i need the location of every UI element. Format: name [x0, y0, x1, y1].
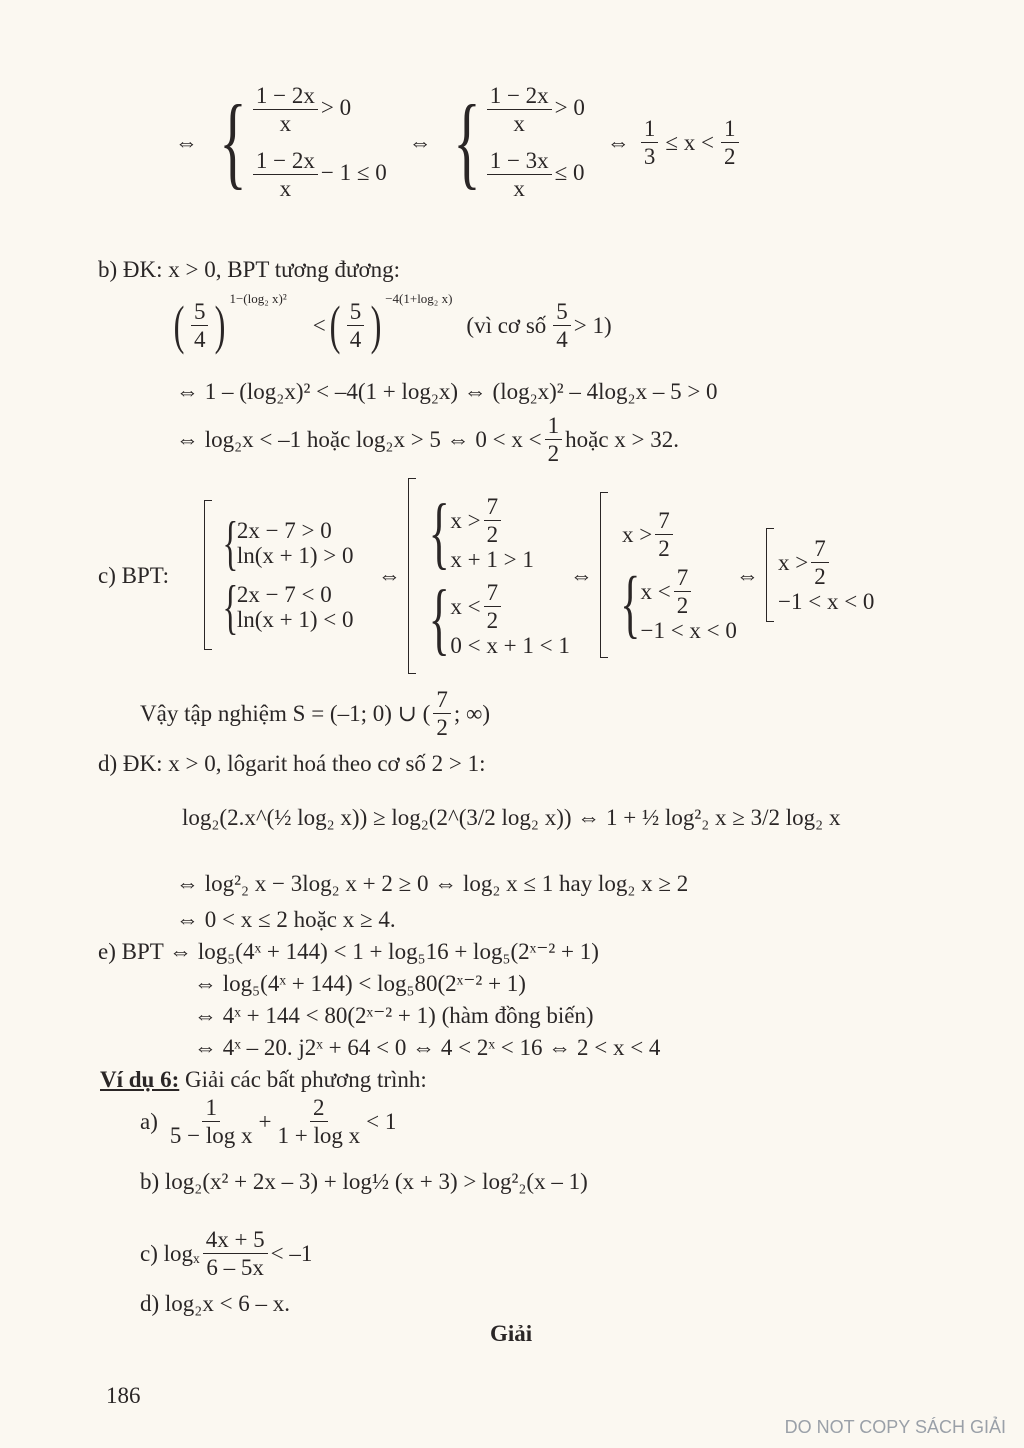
- bracket: [600, 492, 608, 658]
- item-label: a): [140, 1109, 158, 1134]
- fraction-numerator: 7: [811, 537, 829, 563]
- fraction-denominator: 4: [349, 326, 362, 352]
- fraction-numerator: 1: [641, 117, 659, 143]
- fraction-numerator: 2: [310, 1096, 328, 1122]
- condition: ln(x + 1) > 0: [236, 543, 354, 568]
- solution-heading: Giải: [490, 1321, 533, 1346]
- c-system-2: [408, 478, 570, 674]
- condition: ln(x + 1) < 0: [236, 607, 354, 632]
- math-text: hoặc x > 32.: [565, 427, 680, 452]
- fraction-denominator: 2: [486, 522, 499, 547]
- left-brace: {: [620, 561, 641, 646]
- left-brace: {: [222, 510, 239, 576]
- ex6-b: b) log₂(x² + 2x – 3) + log½ (x + 3) > log²₂(x – 1): [140, 1169, 588, 1194]
- fraction-numerator: 4x + 5: [203, 1228, 268, 1254]
- b-condition: b) ĐK: x > 0, BPT tương đương:: [98, 257, 401, 282]
- iff-symbol: ⇔: [175, 129, 198, 155]
- ex6-d: d) log₂x < 6 – x.: [140, 1291, 291, 1316]
- iff-symbol: ⇔: [570, 563, 593, 588]
- fraction-numerator: 5: [347, 300, 365, 326]
- fraction-denominator: 2: [436, 715, 448, 740]
- left-brace: {: [219, 84, 247, 199]
- fraction-numerator: 7: [433, 688, 451, 714]
- bracket: [204, 500, 212, 650]
- c-solution-set: [140, 688, 490, 739]
- d-step-line: ⇔ log²₂ x − 3log₂ x + 2 ≥ 0 ⇔ log₂ x ≤ 1 hay log₂ x ≥ 2: [176, 871, 689, 896]
- fraction-denominator: 2: [676, 592, 689, 618]
- relation: <: [312, 312, 326, 338]
- relation: < 1: [366, 1109, 397, 1134]
- fraction-numerator: 1 − 2x: [253, 84, 318, 110]
- c-system-4: [766, 528, 874, 622]
- fraction-denominator: 2: [658, 535, 670, 561]
- fraction-numerator: 1: [721, 117, 739, 143]
- example-text: Giải các bất phương trình:: [179, 1067, 427, 1092]
- iff-symbol: ⇔: [378, 563, 401, 588]
- exponent: 1−(log₂ x)²: [229, 291, 287, 306]
- fraction-denominator: 6 – 5x: [206, 1255, 264, 1280]
- fraction-denominator: x: [279, 111, 292, 136]
- e-line: ⇔ log₅(4ˣ + 144) < log₅80(2ˣ⁻² + 1): [194, 971, 526, 996]
- d-condition: d) ĐK: x > 0, lôgarit hoá theo cơ số 2 > 1:: [98, 751, 486, 776]
- c-system-3: [600, 492, 737, 658]
- exponent: −4(1+log₂ x): [385, 291, 453, 306]
- watermark-logo: DO NOT COPY SÁCH GIẢI: [784, 1417, 1006, 1437]
- b-result-line: [176, 414, 679, 465]
- plus: +: [258, 1109, 272, 1134]
- relation: > 0: [554, 94, 585, 120]
- bracket: [766, 528, 774, 622]
- d-result-line: ⇔ 0 < x ≤ 2 hoặc x ≥ 4.: [176, 907, 396, 932]
- math-text: ; ∞): [453, 701, 491, 726]
- fraction-denominator: 2: [486, 608, 499, 633]
- c-system-1: [204, 500, 353, 650]
- iff-symbol: ⇔: [736, 563, 759, 588]
- fraction-denominator: x: [279, 176, 292, 201]
- fraction-denominator: 3: [643, 143, 656, 169]
- relation: > 0: [320, 94, 352, 120]
- a-system-row: [175, 84, 742, 200]
- left-brace: {: [428, 489, 450, 577]
- condition: x + 1 > 1: [450, 547, 534, 572]
- page-number: 186: [106, 1383, 141, 1408]
- math-text: x >: [778, 550, 809, 575]
- relation: < –1: [270, 1241, 313, 1266]
- relation: ≤ 0: [554, 159, 585, 185]
- d-step-line: log₂(2.x^(½ log₂ x)) ≥ log₂(2^(3/2 log₂ x)) ⇔ 1 + ½ log²₂ x ≥ 3/2 log₂ x: [182, 805, 841, 830]
- b-exponential-inequality: [170, 291, 612, 355]
- c-label: c) BPT:: [98, 563, 170, 588]
- fraction-denominator: 4: [193, 326, 206, 352]
- left-brace: {: [222, 574, 239, 640]
- e-line: e) BPT ⇔ log₅(4ˣ + 144) < 1 + log₅16 + log₅(2ˣ⁻² + 1): [98, 939, 599, 964]
- fraction-numerator: 5: [553, 300, 571, 326]
- note-text: > 1): [573, 312, 612, 338]
- ex6-c: [140, 1228, 312, 1279]
- iff-symbol: ⇔: [606, 129, 630, 155]
- fraction-denominator: 4: [556, 326, 568, 352]
- fraction-numerator: 7: [484, 495, 502, 521]
- math-text: x >: [450, 508, 481, 533]
- condition: 2x − 7 > 0: [236, 518, 332, 543]
- math-text: Vậy tập nghiệm S = (–1; 0) ∪ (: [140, 701, 431, 726]
- condition: 2x − 7 < 0: [236, 582, 332, 607]
- right-paren: ): [215, 295, 226, 355]
- fraction-denominator: x: [513, 176, 525, 201]
- note-text: (vì cơ số: [466, 312, 547, 338]
- relation: ≤ x <: [665, 129, 715, 155]
- math-text: ⇔ log₂x < –1 hoặc log₂x > 5 ⇔ 0 < x <: [176, 427, 542, 452]
- fraction-denominator: 5 − log x: [169, 1123, 253, 1148]
- condition: 0 < x + 1 < 1: [450, 633, 570, 658]
- left-paren: (: [329, 295, 341, 355]
- left-paren: (: [173, 295, 185, 355]
- math-text: x >: [622, 521, 653, 547]
- e-line: ⇔ 4ˣ + 144 < 80(2ˣ⁻² + 1) (hàm đồng biến): [194, 1003, 594, 1028]
- fraction-numerator: 1 − 3x: [487, 149, 552, 175]
- fraction-numerator: 1 − 2x: [487, 84, 552, 110]
- e-line: ⇔ 4ˣ – 20. j2ˣ + 64 < 0 ⇔ 4 < 2ˣ < 16 ⇔ 2 < x < 4: [194, 1035, 661, 1060]
- left-brace: {: [428, 575, 450, 663]
- fraction-denominator: 2: [814, 564, 826, 589]
- ex6-a: [140, 1096, 396, 1147]
- fraction-numerator: 1: [202, 1096, 220, 1122]
- fraction-numerator: 7: [484, 581, 502, 607]
- fraction-denominator: 2: [724, 143, 736, 169]
- fraction-numerator: 7: [655, 509, 673, 535]
- example-label: Ví dụ 6:: [100, 1067, 180, 1092]
- math-text: x <: [450, 594, 481, 619]
- fraction-denominator: 2: [547, 441, 560, 466]
- bracket: [408, 478, 416, 674]
- iff-symbol: ⇔: [408, 129, 432, 155]
- fraction-numerator: 5: [191, 300, 209, 326]
- fraction-numerator: 1 − 2x: [253, 149, 318, 175]
- b-step-line: ⇔ 1 – (log₂x)² < –4(1 + log₂x) ⇔ (log₂x)² – 4log₂x – 5 > 0: [176, 379, 718, 404]
- fraction-numerator: 1: [545, 414, 563, 440]
- relation: − 1 ≤ 0: [320, 159, 387, 185]
- fraction-denominator: 1 + log x: [277, 1123, 361, 1148]
- condition: −1 < x < 0: [640, 617, 737, 643]
- right-paren: ): [370, 295, 382, 355]
- item-label: c) logₓ: [140, 1241, 200, 1266]
- math-text: x <: [640, 578, 671, 604]
- fraction-numerator: 7: [674, 566, 692, 592]
- condition: −1 < x < 0: [778, 589, 875, 614]
- example-heading: [100, 1068, 427, 1091]
- fraction-denominator: x: [513, 111, 525, 136]
- left-brace: {: [452, 84, 481, 199]
